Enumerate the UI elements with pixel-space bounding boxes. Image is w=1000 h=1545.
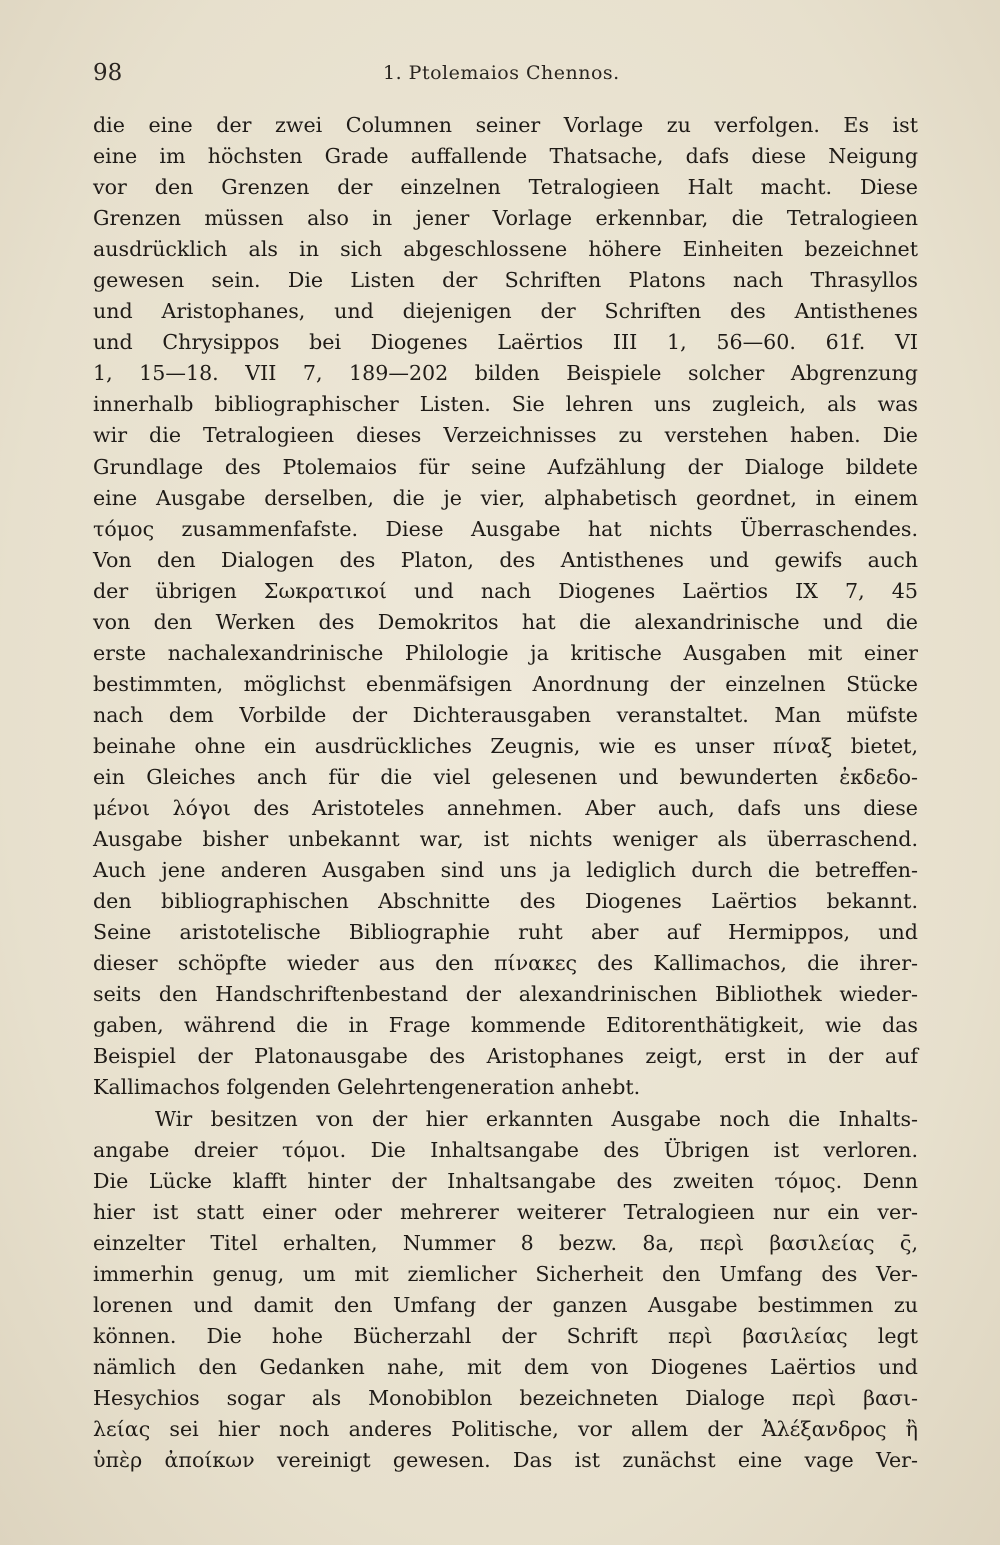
text-line: ὑπὲρ ἀποίκων vereinigt gewesen. Das ist zunächst eine vage Ver- xyxy=(93,1448,918,1473)
text-line: nämlich den Gedanken nahe, mit dem von Diogenes Laërtios und xyxy=(93,1354,918,1379)
text-line: nach dem Vorbilde der Dichterausgaben veranstaltet. Man müfste xyxy=(93,702,918,727)
text-line: einzelter Titel erhalten, Nummer 8 bezw. 8a, περὶ βασιλείας ς̄, xyxy=(93,1230,918,1255)
text-line: eine im höchsten Grade auffallende Thatsache, dafs diese Neigung xyxy=(93,144,918,169)
text-line: seits den Handschriftenbestand der alexandrinischen Bibliothek wieder- xyxy=(93,982,918,1007)
text-line: Seine aristotelische Bibliographie ruht aber auf Hermippos, und xyxy=(93,920,918,945)
text-line: dieser schöpfte wieder aus den πίνακες des Kallimachos, die ihrer- xyxy=(93,951,918,976)
text-line: den bibliographischen Abschnitte des Diogenes Laërtios bekannt. xyxy=(93,889,918,914)
text-line: ausdrücklich als in sich abgeschlossene höhere Einheiten bezeichnet xyxy=(93,237,918,262)
text-line: μένοι λόγοι des Aristoteles annehmen. Aber auch, dafs uns diese xyxy=(93,796,918,821)
text-line: Auch jene anderen Ausgaben sind uns ja lediglich durch die betreffen- xyxy=(93,858,918,883)
running-head: 1. Ptolemaios Chennos. xyxy=(383,62,620,84)
text-line: Grenzen müssen also in jener Vorlage erkennbar, die Tetralogieen xyxy=(93,206,918,231)
text-line: Ausgabe bisher unbekannt war, ist nichts weniger als überraschend. xyxy=(93,827,918,852)
page-number: 98 xyxy=(93,60,123,86)
text-line: gaben, während die in Frage kommende Editorenthätigkeit, wie das xyxy=(93,1013,918,1038)
text-line: eine Ausgabe derselben, die je vier, alphabetisch geordnet, in einem xyxy=(93,485,918,510)
text-line: die eine der zwei Columnen seiner Vorlage zu verfolgen. Es ist xyxy=(93,113,918,137)
text-line: τόμος zusammenfafste. Diese Ausgabe hat nichts Überraschendes. xyxy=(93,516,918,541)
text-line: erste nachalexandrinische Philologie ja kritische Ausgaben mit einer xyxy=(93,640,918,665)
text-line: immerhin genug, um mit ziemlicher Sicherheit den Umfang des Ver- xyxy=(93,1261,918,1286)
text-line: können. Die hohe Bücherzahl der Schrift περὶ βασιλείας legt xyxy=(93,1323,918,1348)
text-line: der übrigen Σωκρατικοί und nach Diogenes Laërtios IX 7, 45 xyxy=(93,578,918,603)
text-line: innerhalb bibliographischer Listen. Sie lehren uns zugleich, als was xyxy=(93,392,918,417)
text-line: lorenen und damit den Umfang der ganzen Ausgabe bestimmen zu xyxy=(93,1292,918,1317)
text-line: Von den Dialogen des Platon, des Antisthenes und gewifs auch xyxy=(93,547,918,572)
text-line: von den Werken des Demokritos hat die alexandrinische und die xyxy=(93,609,918,634)
text-line: Die Lücke klafft hinter der Inhaltsangabe des zweiten τόμος. Denn xyxy=(93,1168,918,1193)
text-line: bestimmten, möglichst ebenmäfsigen Anordnung der einzelnen Stücke xyxy=(93,671,918,696)
text-line: vor den Grenzen der einzelnen Tetralogieen Halt macht. Diese xyxy=(93,175,918,200)
text-line: Wir besitzen von der hier erkannten Ausgabe noch die Inhalts- xyxy=(155,1106,918,1131)
text-line: und Chrysippos bei Diogenes Laërtios III 1, 56—60. 61f. VI xyxy=(93,330,918,355)
text-line: Hesychios sogar als Monobiblon bezeichneten Dialoge περὶ βασι- xyxy=(93,1385,918,1410)
text-line: und Aristophanes, und diejenigen der Schriften des Antisthenes xyxy=(93,299,918,324)
body-text xyxy=(93,110,918,1476)
page-header xyxy=(93,60,913,96)
text-line: Kallimachos folgenden Gelehrtengeneration anhebt. xyxy=(93,1075,641,1100)
text-line: hier ist statt einer oder mehrerer weiterer Tetralogieen nur ein ver- xyxy=(93,1199,918,1224)
text-line: ein Gleiches anch für die viel gelesenen und bewunderten ἐκδεδο- xyxy=(93,764,918,789)
text-line: wir die Tetralogieen dieses Verzeichnisses zu verstehen haben. Die xyxy=(93,423,918,448)
text-line: Grundlage des Ptolemaios für seine Aufzählung der Dialoge bildete xyxy=(93,454,918,479)
text-line: Beispiel der Platonausgabe des Aristophanes zeigt, erst in der auf xyxy=(93,1044,918,1069)
text-line: gewesen sein. Die Listen der Schriften Platons nach Thrasyllos xyxy=(93,268,918,293)
text-line: angabe dreier τόμοι. Die Inhaltsangabe des Übrigen ist verloren. xyxy=(93,1137,918,1162)
text-line: λείας sei hier noch anderes Politische, vor allem der Ἀλέξανδρος ἢ xyxy=(93,1416,918,1441)
text-line: 1, 15—18. VII 7, 189—202 bilden Beispiele solcher Abgrenzung xyxy=(93,361,918,386)
text-line: beinahe ohne ein ausdrückliches Zeugnis, wie es unser πίναξ bietet, xyxy=(93,733,918,758)
